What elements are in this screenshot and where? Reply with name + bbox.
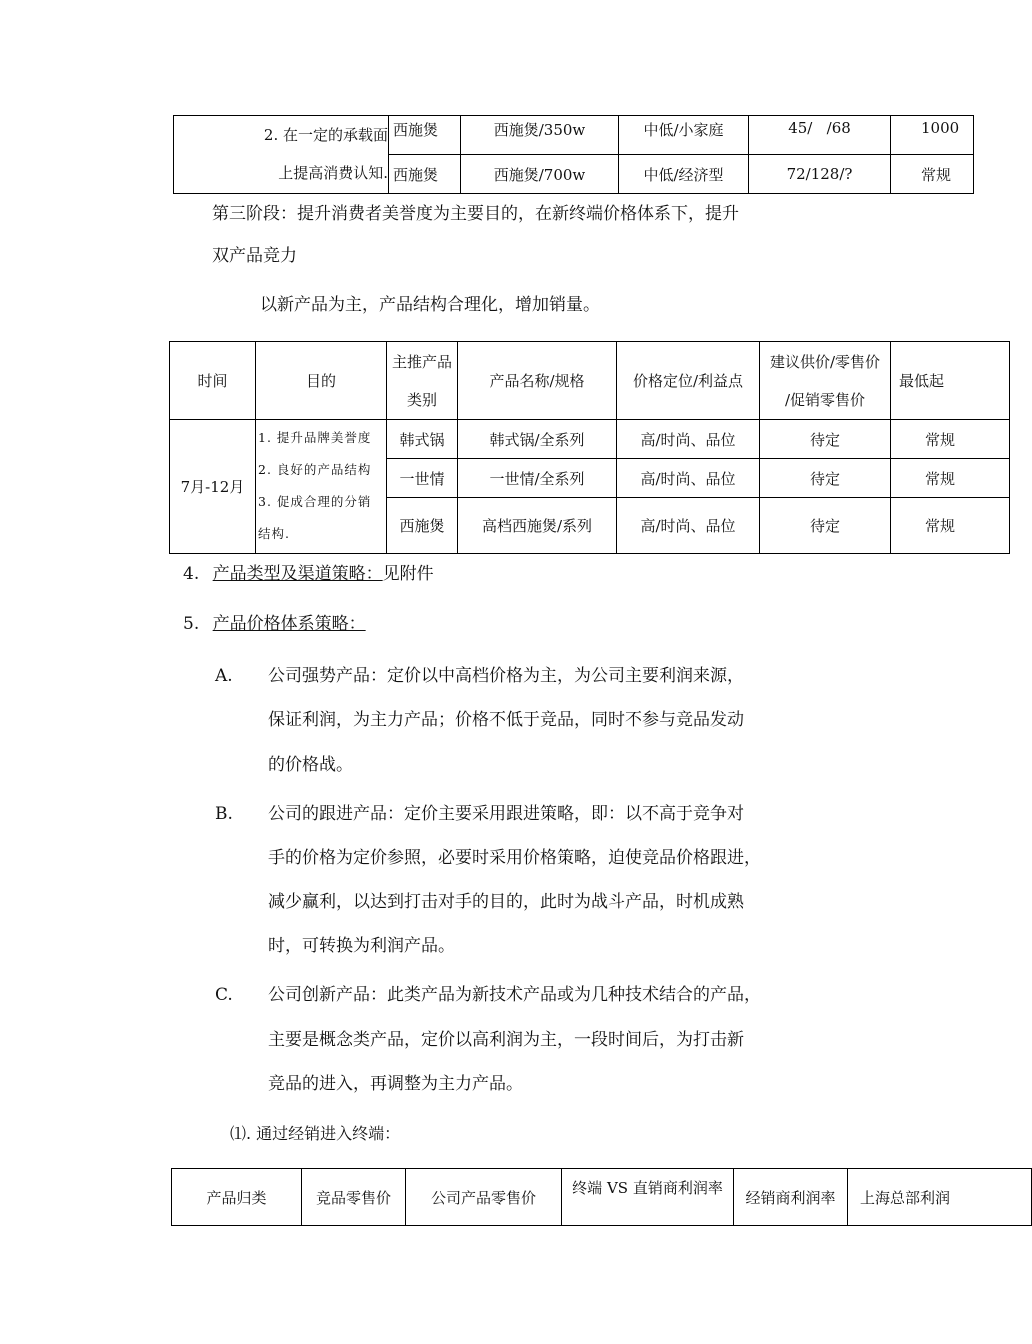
item-line: 减少赢利，以达到打击对手的目的，此时为战斗产品，时机成熟	[268, 892, 744, 912]
price-cell: 待定	[760, 498, 891, 554]
last-cell: 常规	[891, 155, 974, 194]
section4-heading	[183, 563, 434, 585]
goal-item: 结构.	[258, 526, 290, 541]
header-category	[387, 342, 458, 420]
position-cell: 中低/经济型	[619, 155, 749, 194]
min-cell: 常规	[891, 420, 1010, 459]
subsection-heading: ⑴. 通过经销进入终端：	[230, 1124, 401, 1143]
item-line: 公司强势产品：定价以中高档价格为主，为公司主要利润来源，	[268, 666, 744, 686]
name-cell: 西施煲/350w	[461, 116, 619, 155]
category-cell: 一世情	[387, 459, 458, 498]
section4-number: 4.	[183, 564, 200, 584]
header-price-line: /促销零售价	[784, 390, 866, 409]
section5-title: 产品价格体系策略：	[212, 614, 366, 634]
stage2-table	[173, 115, 974, 194]
min-cell: 常规	[891, 459, 1010, 498]
header-cell: 竞品零售价	[302, 1169, 406, 1226]
header-cell: 公司产品零售价	[406, 1169, 562, 1226]
goal-item: 1. 提升品牌美誉度	[258, 430, 372, 445]
name-cell: 一世情/全系列	[458, 459, 617, 498]
goals-cell	[256, 420, 387, 554]
header-time: 时间	[170, 342, 256, 420]
header-cell: 经销商利润率	[734, 1169, 848, 1226]
item-line: 手的价格为定价参照，必要时采用价格策略，迫使竞品价格跟进，	[268, 848, 761, 868]
item-line: 主要是概念类产品，定价以高利润为主，一段时间后，为打击新	[268, 1030, 744, 1050]
header-cell: 产品归类	[172, 1169, 302, 1226]
section5-heading	[183, 613, 366, 635]
stage3-line3: 以新产品为主，产品结构合理化，增加销量。	[260, 295, 600, 315]
item-line: 保证利润，为主力产品；价格不低于竞品，同时不参与竞品发动	[268, 710, 744, 730]
min-cell: 常规	[891, 498, 1010, 554]
item-marker: B.	[215, 804, 233, 824]
time-cell: 7月-12月	[170, 420, 256, 554]
header-min: 最低起	[891, 342, 1010, 420]
goal-item: 2. 良好的产品结构	[258, 462, 372, 477]
header-name: 产品名称/规格	[458, 342, 617, 420]
position-cell: 高/时尚、品位	[617, 498, 760, 554]
header-position: 价格定位/利益点	[617, 342, 760, 420]
item-line: 公司的跟进产品：定价主要采用跟进策略，即：以不高于竞争对	[268, 804, 744, 824]
item-line: 竞品的进入，再调整为主力产品。	[268, 1074, 523, 1094]
section5-number: 5.	[183, 614, 200, 634]
position-cell: 高/时尚、品位	[617, 459, 760, 498]
item-line: 的价格战。	[268, 755, 353, 775]
goal-cell	[174, 116, 389, 194]
category-cell: 西施煲	[389, 155, 461, 194]
item-line: 公司创新产品：此类产品为新技术产品或为几种技术结合的产品，	[268, 985, 761, 1005]
category-cell: 韩式锅	[387, 420, 458, 459]
position-cell: 高/时尚、品位	[617, 420, 760, 459]
section4-title: 产品类型及渠道策略：	[212, 564, 383, 584]
stage3-table	[169, 341, 1010, 554]
last-cell: 1000	[891, 116, 974, 155]
item-line: 时，可转换为利润产品。	[268, 936, 455, 956]
category-cell: 西施煲	[389, 116, 461, 155]
header-cell: 上海总部利润	[848, 1169, 1032, 1226]
item-marker: C.	[215, 985, 233, 1005]
name-cell: 韩式锅/全系列	[458, 420, 617, 459]
price-cell: 72/128/?	[749, 155, 891, 194]
goal-line: 上提高消费认知.	[278, 164, 388, 182]
header-price-line: 建议供价/零售价	[769, 352, 881, 371]
distribution-table	[171, 1168, 1032, 1226]
stage3-line1: 第三阶段：提升消费者美誉度为主要目的，在新终端价格体系下，提升	[212, 204, 739, 224]
header-cell: 终端 VS 直销商利润率	[562, 1169, 734, 1226]
price-cell: 45/ /68	[749, 116, 891, 155]
goal-item: 3. 促成合理的分销	[258, 494, 372, 509]
header-category-line: 类别	[406, 390, 437, 409]
section4-tail: 见附件	[382, 564, 434, 584]
price-cell: 待定	[760, 420, 891, 459]
header-price	[760, 342, 891, 420]
category-cell: 西施煲	[387, 498, 458, 554]
name-cell: 西施煲/700w	[461, 155, 619, 194]
price-cell: 待定	[760, 459, 891, 498]
goal-line: 2. 在一定的承载面	[263, 126, 388, 144]
item-marker: A.	[215, 666, 233, 686]
header-category-line: 主推产品	[391, 352, 452, 371]
stage3-line2: 双产品竞力	[212, 246, 297, 266]
header-goal: 目的	[256, 342, 387, 420]
name-cell: 高档西施煲/系列	[458, 498, 617, 554]
position-cell: 中低/小家庭	[619, 116, 749, 155]
